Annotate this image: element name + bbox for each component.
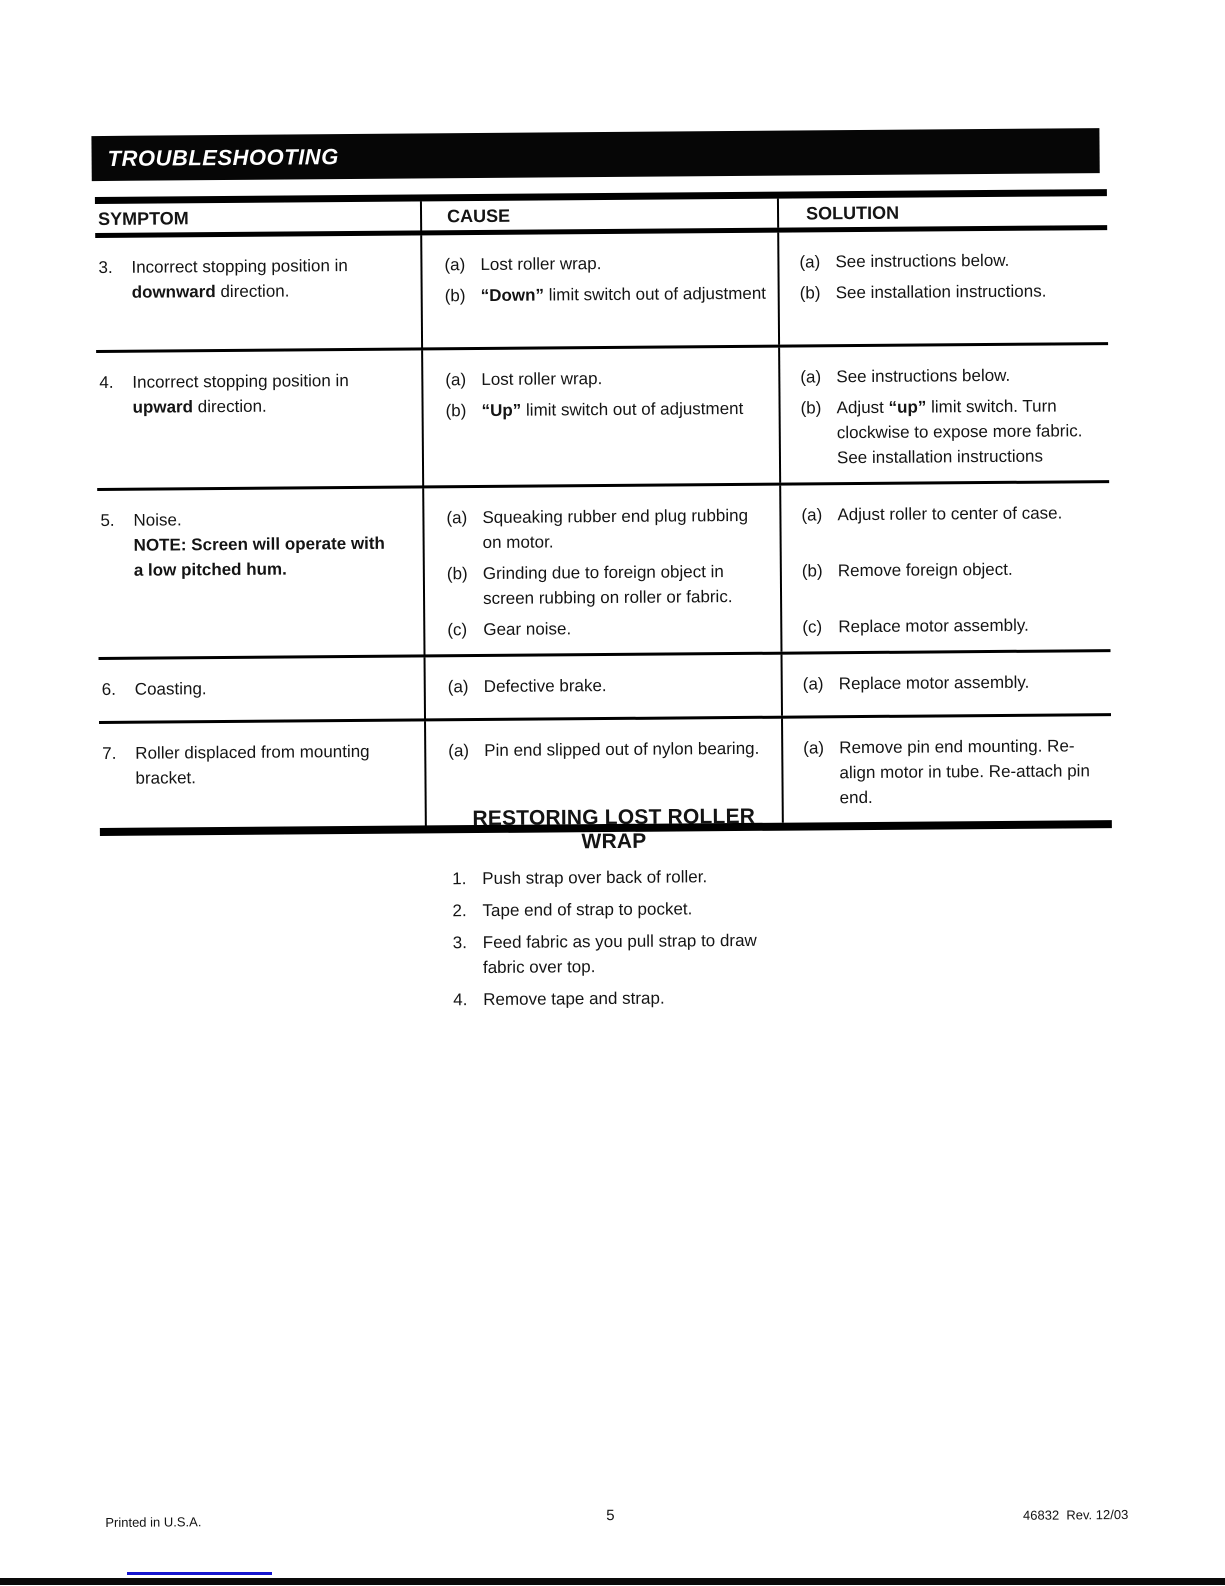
cause-item [423,396,778,424]
footer-page-number: 5 [606,1506,615,1525]
item-text: Adjust roller to center of case. [837,503,1063,525]
solution-cell [779,483,1110,652]
restoring-step [445,864,783,892]
cause-cell [420,233,778,348]
item-tag: (c) [447,620,468,640]
item-text: Remove pin end mounting. Re-align motor in tube. Re-attach pin end. [839,736,1090,808]
table-row [97,480,1110,657]
symptom-cell [99,721,425,828]
step-text: Tape end of strap to pocket. [482,899,693,921]
troubleshooting-table [95,189,1112,836]
item-tag: (b) [801,561,823,581]
step-text: Feed fabric as you pull strap to draw fabric over top. [482,930,757,978]
item-tag: (b) [800,398,822,418]
symptom-text: Coasting. [134,679,207,699]
restoring-step [446,985,784,1013]
column-header-symptom: SYMPTOM [97,208,189,230]
item-text: “Down” limit switch out of adjustment [480,283,767,306]
restoring-title: RESTORING LOST ROLLER WRAP [472,804,756,854]
item-tag: (a) [445,370,467,390]
table-row [99,649,1111,721]
item-text: “Up” limit switch out of adjustment [481,398,744,421]
solution-cell [777,230,1108,345]
cause-item [422,250,777,278]
table-row [96,342,1109,488]
restoring-step [446,928,784,981]
item-text: Replace motor assembly. [838,672,1030,694]
row-number: 3. [98,257,113,278]
solution-item [782,612,1110,640]
cause-cell [424,655,781,719]
footer-doc-revision: 46832 Rev. 12/03 [1022,1506,1129,1523]
cause-cell [421,348,779,486]
symptom-text: Roller displaced from mounting bracket. [135,741,370,788]
restoring-step [445,896,783,924]
item-tag: (a) [447,677,469,697]
solution-cell [778,345,1109,483]
footer-printed-in: Printed in U.S.A. [105,1514,202,1530]
item-text: Gear noise. [483,619,572,640]
item-text: Defective brake. [483,676,607,697]
cause-item [424,503,779,556]
item-text: See instructions below. [835,250,1010,272]
item-text: Replace motor assembly. [838,615,1029,637]
solution-item [783,733,1112,811]
item-text: Grinding due to foreign object in screen rubbing on roller or fabric. [482,562,733,609]
item-tag: (b) [445,401,467,421]
symptom-text: Noise. NOTE: Screen will operate with a low pitched hum. [133,505,423,582]
cause-cell [422,486,780,655]
item-text: Squeaking rubber end plug rubbing on motor. [482,505,749,553]
solution-item [780,362,1108,390]
item-text: See installation instructions. [835,281,1047,303]
restoring-section [445,805,785,1020]
step-number: 2. [452,901,467,921]
item-tag: (b) [446,564,468,584]
solution-cell [781,716,1112,823]
page-title: TROUBLESHOOTING [107,143,339,171]
solution-cell [781,652,1111,716]
item-text: Lost roller wrap. [481,369,603,390]
row-number: 5. [100,510,115,531]
item-tag: (b) [799,283,821,303]
row-number: 4. [99,372,114,393]
solution-item [781,500,1109,528]
item-tag: (a) [448,741,470,761]
solution-item [780,278,1108,306]
item-tag: (b) [444,286,466,306]
item-tag: (c) [802,617,823,637]
step-text: Push strap over back of roller. [482,867,708,889]
item-tag: (a) [799,252,821,272]
row-number: 6. [101,679,117,700]
section-title-bar [91,128,1099,181]
scan-bottom-edge [0,1578,1225,1585]
item-text: See instructions below. [836,365,1011,387]
solution-item [779,247,1107,275]
solution-item [782,556,1110,584]
row-number: 7. [102,743,117,763]
cause-item [426,736,781,764]
item-tag: (a) [803,738,825,758]
item-tag: (a) [446,508,468,528]
symptom-cell [96,350,422,488]
cause-item [425,615,780,643]
symptom-cell [99,657,424,721]
item-tag: (a) [802,674,824,694]
symptom-text: Incorrect stopping position in upward direction. [132,371,349,417]
solution-item [780,393,1109,471]
symptom-note: NOTE: Screen will operate with a low pitched hum. [133,533,385,580]
symptom-cell [97,488,423,657]
symptom-cell [95,235,421,350]
step-text: Remove tape and strap. [483,988,665,1010]
symptom-text: Incorrect stopping position in downward direction. [131,256,348,302]
cause-item [423,281,778,309]
cause-item [426,672,781,700]
step-number: 4. [453,990,468,1010]
item-text: Adjust “up” limit switch. Turn clockwise to expose more fabric. See installation instructions [836,396,1083,468]
item-text: Remove foreign object. [837,559,1013,581]
step-number: 1. [452,869,467,889]
column-header-cause: CAUSE [420,199,777,231]
table-row [95,230,1108,350]
step-number: 3. [452,933,468,953]
item-tag: (a) [800,367,822,387]
column-header-solution: SOLUTION [777,196,1107,228]
scan-blue-line-artifact [127,1572,272,1575]
solution-item [783,669,1111,697]
item-tag: (a) [444,255,466,275]
cause-item [423,365,778,393]
item-text: Pin end slipped out of nylon bearing. [484,738,760,760]
cause-item [425,559,780,612]
item-text: Lost roller wrap. [480,254,602,275]
item-tag: (a) [801,505,823,525]
